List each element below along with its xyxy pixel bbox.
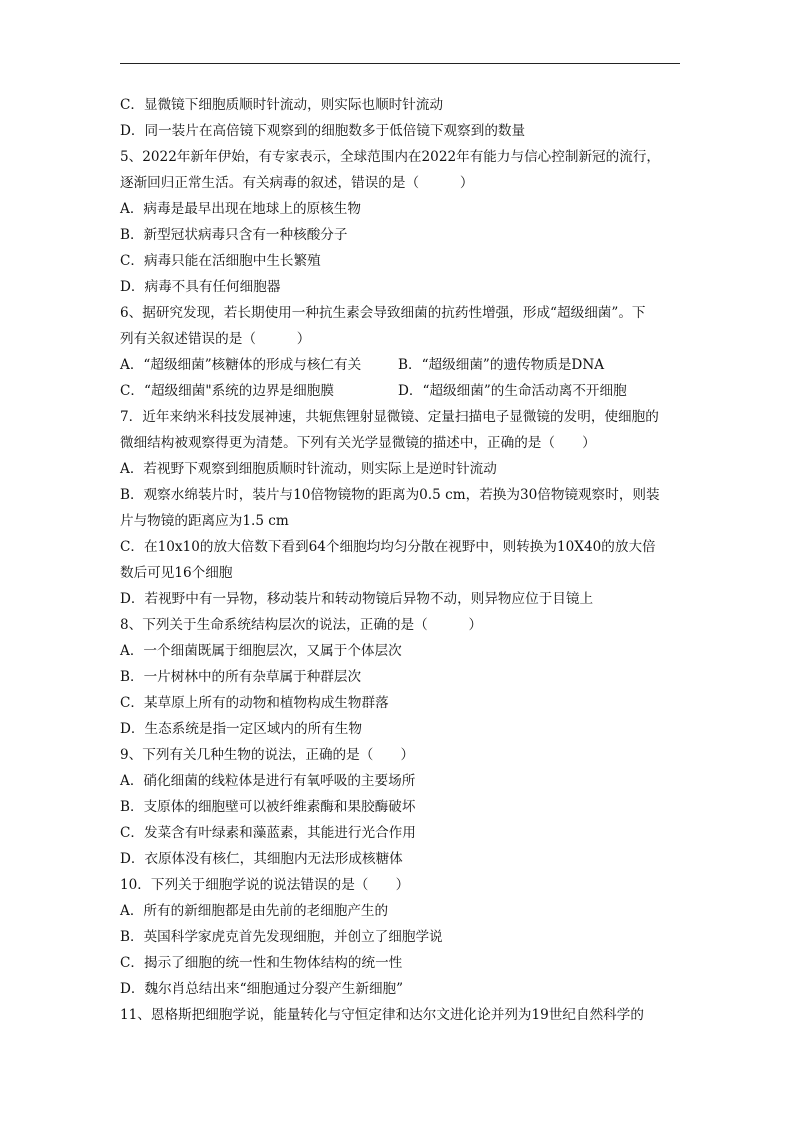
q6-options-cd: [120, 378, 684, 404]
q6-option-c: C．“超级细菌"系统的边界是细胞膜: [120, 383, 334, 399]
q8-option-a: A．一个细菌既属于细胞层次，又属于个体层次: [120, 643, 402, 659]
header-rule: [120, 63, 680, 64]
q8-option-c: C．某草原上所有的动物和植物构成生物群落: [120, 695, 389, 711]
q4-option-c: C．显微镜下细胞质顺时针流动，则实际也顺时针流动: [120, 97, 444, 113]
q8-option-d: D．生态系统是指一定区域内的所有生物: [120, 721, 362, 737]
q4-option-d: D．同一装片在高倍镜下观察到的细胞数多于低倍镜下观察到的数量: [120, 123, 526, 139]
q7-option-b-line-1: B．观察水绵装片时，装片与10倍物镜物的距离为0.5 cm，若换为30倍物镜观察时，则装: [120, 487, 660, 503]
q6-option-a: A．“超级细菌”核糖体的形成与核仁有关: [120, 357, 362, 373]
q5-stem-line-2: 逐渐回归正常生活。有关病毒的叙述，错误的是（ ）: [120, 175, 474, 191]
q9-option-b: B．支原体的细胞壁可以被纤维素酶和果胶酶破坏: [120, 799, 416, 815]
q5-option-a: A．病毒是最早出现在地球上的原核生物: [120, 201, 361, 217]
q10-option-b: B．英国科学家虎克首先发现细胞，并创立了细胞学说: [120, 929, 443, 945]
q9-stem: 9、下列有关几种生物的说法，正确的是（ ）: [120, 747, 415, 763]
q6-stem-line-2: 列有关叙述错误的是（ ）: [120, 331, 311, 347]
q8-stem: 8、下列关于生命系统结构层次的说法，正确的是（ ）: [120, 617, 483, 633]
q7-option-b-line-2: 片与物镜的距离应为1.5 cm: [120, 513, 289, 529]
q10-option-c: C．揭示了细胞的统一性和生物体结构的统一性: [120, 955, 403, 971]
exam-page-content: [120, 92, 684, 1028]
q7-option-d: D．若视野中有一异物，移动装片和转动物镜后异物不动，则异物应位于目镜上: [120, 591, 594, 607]
q8-option-b: B．一片树林中的所有杂草属于种群层次: [120, 669, 362, 685]
q5-option-c: C．病毒只能在活细胞中生长繁殖: [120, 253, 321, 269]
q5-option-b: B．新型冠状病毒只含有一种核酸分子: [120, 227, 348, 243]
q5-option-d: D．病毒不具有任何细胞器: [120, 279, 281, 295]
q6-option-d: D．“超级细菌”的生命活动离不开细胞: [398, 383, 627, 399]
q6-option-b: B．“超级细菌”的遗传物质是DNA: [398, 357, 605, 373]
q6-options-ab: [120, 352, 684, 378]
q5-stem-line-1: 5、2022年新年伊始，有专家表示，全球范围内在2022年有能力与信心控制新冠的流行，: [120, 149, 661, 165]
q9-option-d: D．衣原体没有核仁，其细胞内无法形成核糖体: [120, 851, 403, 867]
q7-stem-line-1: 7．近年来纳米科技发展神速，共轭焦锂射显微镜、定量扫描电子显微镜的发明，使细胞的: [120, 409, 659, 425]
q9-option-c: C．发菜含有叶绿素和藻蓝素，其能进行光合作用: [120, 825, 416, 841]
q6-stem-line-1: 6、据研究发现，若长期使用一种抗生素会导致细菌的抗药性增强，形成“超级细菌”。下: [120, 305, 646, 321]
q7-stem-line-2: 微细结构被观察得更为清楚。下列有关光学显微镜的描述中，正确的是（ ）: [120, 435, 596, 451]
q11-stem-line-1: 11、恩格斯把细胞学说，能量转化与守恒定律和达尔文进化论并列为19世纪自然科学的: [120, 1007, 644, 1023]
q9-option-a: A．硝化细菌的线粒体是进行有氧呼吸的主要场所: [120, 773, 416, 789]
q7-option-a: A．若视野下观察到细胞质顺时针流动，则实际上是逆时针流动: [120, 461, 497, 477]
q10-stem: 10．下列关于细胞学说的说法错误的是（ ）: [120, 877, 410, 893]
q7-option-c-line-1: C．在10x10的放大倍数下看到64个细胞均均匀分散在视野中，则转换为10X40的放大倍: [120, 539, 656, 555]
q10-option-a: A．所有的新细胞都是由先前的老细胞产生的: [120, 903, 389, 919]
q10-option-d: D．魏尔肖总结出来“细胞通过分裂产生新细胞”: [120, 981, 404, 997]
q7-option-c-line-2: 数后可见16个细胞: [120, 565, 233, 581]
